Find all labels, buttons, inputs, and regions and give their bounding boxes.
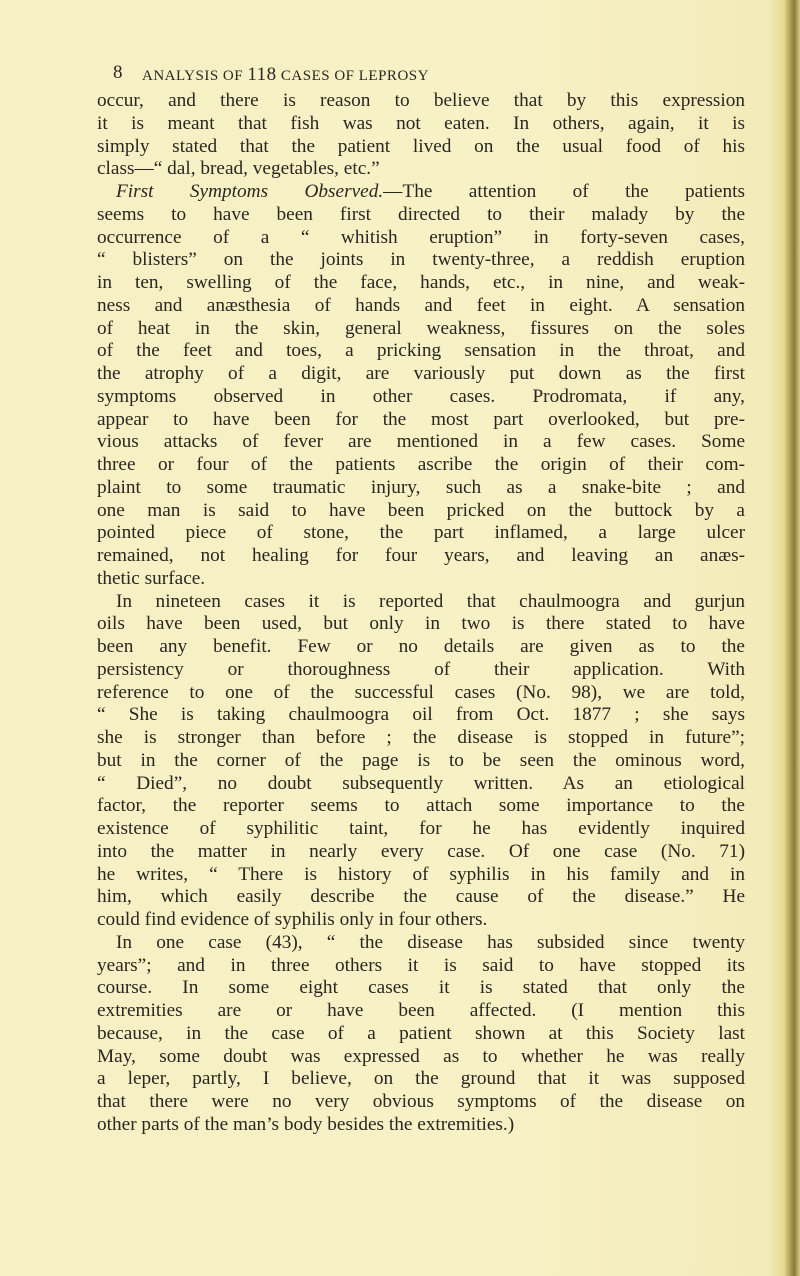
line-text: factor, the reporter seems to attach some importance to the: [97, 795, 745, 817]
text-line: [97, 1114, 745, 1137]
text-line: [97, 659, 745, 682]
text-line: [97, 454, 745, 477]
line-text: appear to have been for the most part overlooked, but pre-: [97, 408, 745, 430]
line-text: May, some doubt was expressed as to whether he was really: [97, 1045, 745, 1067]
line-text: In one case (43), “ the disease has subsided since twenty: [116, 931, 745, 953]
line-text: persistency or thoroughness of their application. With: [97, 658, 745, 680]
text-line: [97, 386, 745, 409]
line-text: been any benefit. Few or no details are given as to the: [97, 636, 745, 657]
text-line: [97, 431, 745, 454]
line-text: because, in the case of a patient shown at this Society last: [97, 1022, 745, 1044]
line-text: existence of syphilitic taint, for he has evidently inquired: [97, 818, 745, 839]
line-text: occur, and there is reason to believe that by this expression: [97, 90, 745, 111]
line-text: in ten, swelling of the face, hands, etc., in nine, and weak-: [97, 272, 745, 293]
text-line: [97, 1091, 745, 1114]
text-line: [97, 841, 745, 864]
text-line: [97, 613, 745, 636]
running-title-number: 118: [247, 64, 277, 85]
line-text: the atrophy of a digit, are variously put down as the first: [97, 363, 745, 384]
line-text: extremities are or have been affected. (I mention this: [97, 1000, 745, 1021]
text-line: [97, 409, 745, 432]
text-line: [97, 886, 745, 909]
running-title-part: CASES OF LEPROSY: [276, 68, 429, 84]
text-line: [97, 864, 745, 887]
text-line: [97, 340, 745, 363]
text-line: [97, 272, 745, 295]
line-text: him, which easily describe the cause of the disease.” He: [97, 886, 745, 908]
line-text: remained, not healing for four years, and leaving an anæs-: [97, 545, 745, 566]
text-line: [97, 704, 745, 727]
line-text: into the matter in nearly every case. Of one case (No. 71): [97, 840, 745, 862]
line-text: vious attacks of fever are mentioned in a few cases. Some: [97, 431, 745, 453]
line-text: three or four of the patients ascribe the origin of their com-: [97, 454, 745, 475]
line-text: a leper, partly, I believe, on the ground that it was supposed: [97, 1068, 745, 1090]
text-line: [97, 181, 745, 204]
text-line: [97, 636, 745, 659]
page-number: 8: [113, 62, 123, 83]
body-text: [97, 90, 745, 1137]
text-line: [97, 477, 745, 500]
text-line: [97, 1068, 745, 1091]
text-line: [97, 522, 745, 545]
text-line: [97, 500, 745, 523]
text-line: [97, 318, 745, 341]
page-header: [113, 62, 613, 86]
line-text: occurrence of a “ whitish eruption” in forty-seven cases,: [97, 226, 745, 248]
line-text: symptoms observed in other cases. Prodromata, if any,: [97, 385, 745, 407]
line-text: she is stronger than before ; the disease is stopped in future”;: [97, 727, 745, 748]
line-text: it is meant that fish was not eaten. In others, again, it is: [97, 112, 745, 134]
text-line: [97, 158, 745, 181]
line-text: of the feet and toes, a pricking sensation in the throat, and: [97, 340, 745, 362]
line-text: thetic surface.: [97, 567, 206, 589]
text-line: [97, 90, 745, 113]
text-line: [97, 227, 745, 250]
text-line: [97, 295, 745, 318]
line-text: that there were no very obvious symptoms of the disease on: [97, 1091, 745, 1112]
text-line: [97, 955, 745, 978]
line-text: “ blisters” on the joints in twenty-three, a reddish eruption: [97, 249, 745, 271]
text-line: [97, 363, 745, 386]
text-line: [97, 1023, 745, 1046]
text-line: [97, 249, 745, 272]
running-title-part: ANALYSIS OF: [142, 68, 248, 84]
line-text: “ Died”, no doubt subsequently written. As an etiological: [97, 772, 745, 794]
text-line: [97, 750, 745, 773]
text-line: [97, 818, 745, 841]
running-title: [142, 64, 429, 86]
text-line: [97, 591, 745, 614]
text-line: [97, 727, 745, 750]
text-line: [97, 545, 745, 568]
text-line: [97, 136, 745, 159]
line-text: could find evidence of syphilis only in four others.: [97, 909, 488, 930]
line-text: —The attention of the patients: [383, 181, 745, 202]
line-text: course. In some eight cases it is stated that only the: [97, 977, 745, 999]
line-text: of heat in the skin, general weakness, fissures on the soles: [97, 317, 745, 339]
text-line: [97, 977, 745, 1000]
line-text: seems to have been first directed to their malady by the: [97, 203, 745, 225]
line-text: “ She is taking chaulmoogra oil from Oct. 1877 ; she says: [97, 704, 745, 726]
line-text: other parts of the man’s body besides the extremities.): [97, 1113, 515, 1135]
section-heading: First Symptoms Observed.: [116, 181, 384, 202]
line-text: simply stated that the patient lived on the usual food of his: [97, 135, 745, 157]
line-text: plaint to some traumatic injury, such as a snake-bite ; and: [97, 476, 745, 498]
line-text: ness and anæsthesia of hands and feet in eight. A sensation: [97, 294, 745, 316]
line-text: one man is said to have been pricked on the buttock by a: [97, 499, 745, 521]
text-line: [97, 1046, 745, 1069]
line-text: he writes, “ There is history of syphilis in his family and in: [97, 863, 745, 885]
line-text: In nineteen cases it is reported that chaulmoogra and gurjun: [116, 590, 745, 612]
line-text: oils have been used, but only in two is there stated to have: [97, 613, 745, 635]
line-text: years”; and in three others it is said to have stopped its: [97, 954, 745, 976]
text-line: [97, 682, 745, 705]
text-line: [97, 909, 745, 932]
text-line: [97, 568, 745, 591]
line-text: reference to one of the successful cases (No. 98), we are told,: [97, 681, 745, 703]
text-line: [97, 795, 745, 818]
text-line: [97, 932, 745, 955]
text-line: [97, 113, 745, 136]
line-text: class—“ dal, bread, vegetables, etc.”: [97, 158, 380, 180]
text-line: [97, 1000, 745, 1023]
line-text: but in the corner of the page is to be seen the ominous word,: [97, 749, 745, 771]
text-line: [97, 204, 745, 227]
line-text: pointed piece of stone, the part inflamed, a large ulcer: [97, 522, 745, 544]
text-line: [97, 773, 745, 796]
